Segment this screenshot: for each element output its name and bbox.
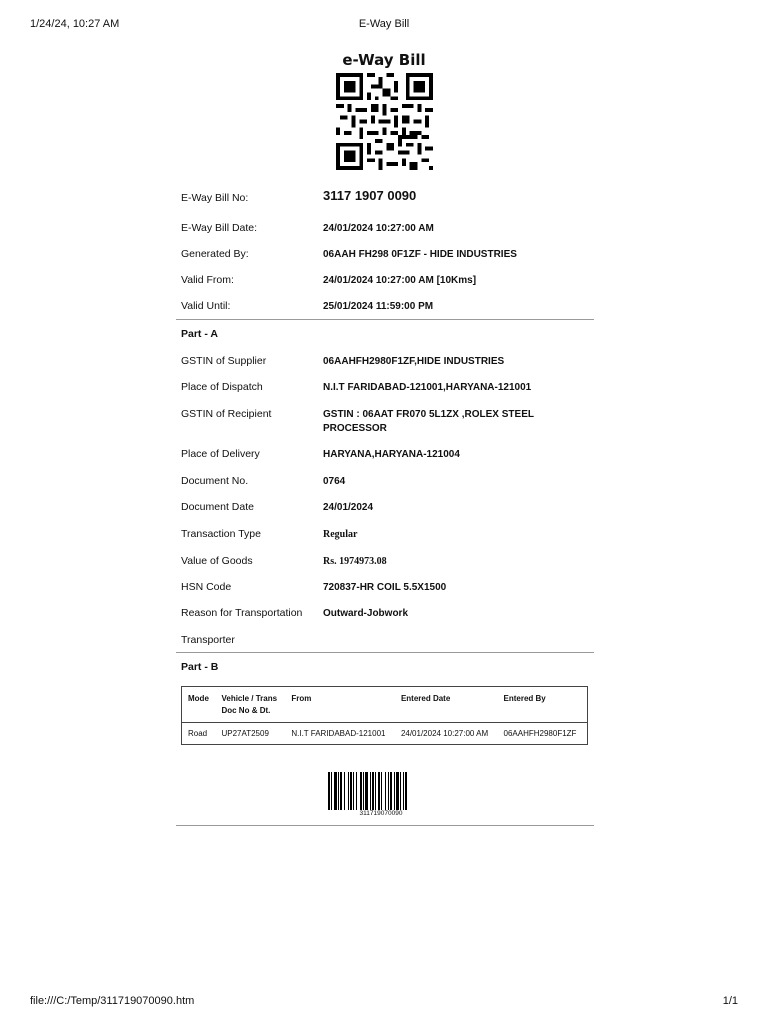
generated-by-label: Generated By:	[181, 248, 249, 260]
recipient-gstin-value: GSTIN : 06AAT FR070 5L1ZX ,ROLEX STEEL PROCESSOR	[323, 409, 534, 434]
column-header: Entered Date	[400, 694, 451, 703]
supplier-gstin-value: 06AAHFH2980F1ZF,HIDE INDUSTRIES	[323, 356, 505, 367]
table-cell: 06AAHFH2980F1ZF	[503, 729, 577, 738]
print-page-title: E-Way Bill	[358, 18, 410, 30]
document-date-value: 24/01/2024	[323, 502, 374, 513]
qr-code-icon	[336, 73, 433, 170]
document-no-label: Document No.	[181, 475, 249, 487]
divider	[176, 825, 594, 826]
hsn-code-value: 720837-HR COIL 5.5X1500	[323, 582, 447, 593]
table-cell: UP27AT2509	[221, 729, 269, 738]
print-datetime: 1/24/24, 10:27 AM	[30, 18, 120, 30]
eway-bill-date-label: E-Way Bill Date:	[181, 222, 258, 234]
eway-bill-no-label: E-Way Bill No:	[181, 192, 249, 204]
goods-value-label: Value of Goods	[181, 555, 253, 567]
part-a-heading: Part - A	[181, 328, 218, 340]
column-header: Entered By	[503, 694, 546, 703]
dispatch-place-label: Place of Dispatch	[181, 381, 263, 393]
column-header: Mode	[188, 694, 209, 703]
divider	[176, 652, 594, 653]
document-date-label: Document Date	[181, 501, 254, 513]
valid-until-label: Valid Until:	[181, 300, 231, 312]
recipient-gstin-label: GSTIN of Recipient	[181, 408, 272, 420]
eway-bill-date-value: 24/01/2024 10:27:00 AM	[323, 223, 434, 234]
dispatch-place-value: N.I.T FARIDABAD-121001,HARYANA-121001	[323, 382, 532, 393]
transport-reason-label: Reason for Transportation	[181, 607, 303, 619]
print-file-url: file:///C:/Temp/311719070090.htm	[30, 995, 195, 1007]
transport-reason-value: Outward-Jobwork	[323, 608, 409, 619]
part-b-table	[181, 686, 588, 745]
hsn-code-label: HSN Code	[181, 581, 232, 593]
transaction-type-value: Regular	[323, 529, 358, 540]
goods-value-value: Rs. 1974973.08	[323, 556, 387, 567]
delivery-place-label: Place of Delivery	[181, 448, 260, 460]
table-row	[182, 723, 588, 745]
supplier-gstin-label: GSTIN of Supplier	[181, 355, 267, 367]
table-cell: 24/01/2024 10:27:00 AM	[400, 729, 489, 738]
valid-from-label: Valid From:	[181, 274, 234, 286]
table-cell: Road	[188, 729, 208, 738]
print-page-number: 1/1	[722, 995, 738, 1007]
barcode-number: 311719070090	[359, 810, 403, 817]
transporter-label: Transporter	[181, 634, 235, 646]
column-header: From	[291, 694, 312, 703]
valid-from-value: 24/01/2024 10:27:00 AM [10Kms]	[323, 275, 477, 286]
document-no-value: 0764	[323, 476, 346, 487]
valid-until-value: 25/01/2024 11:59:00 PM	[323, 301, 434, 312]
eway-bill-no-value: 3117 1907 0090	[323, 188, 417, 203]
generated-by-value: 06AAH FH298 0F1ZF - HIDE INDUSTRIES	[323, 249, 517, 260]
table-header-row	[182, 687, 588, 723]
divider	[176, 319, 594, 320]
table-cell: N.I.T FARIDABAD-121001	[291, 729, 386, 738]
part-b-heading: Part - B	[181, 661, 219, 673]
barcode-icon	[328, 772, 434, 810]
transaction-type-label: Transaction Type	[181, 528, 261, 540]
column-header: Vehicle / Trans Doc No & Dt.	[221, 694, 278, 715]
delivery-place-value: HARYANA,HARYANA-121004	[323, 449, 460, 460]
document-title: e-Way Bill	[342, 51, 426, 69]
